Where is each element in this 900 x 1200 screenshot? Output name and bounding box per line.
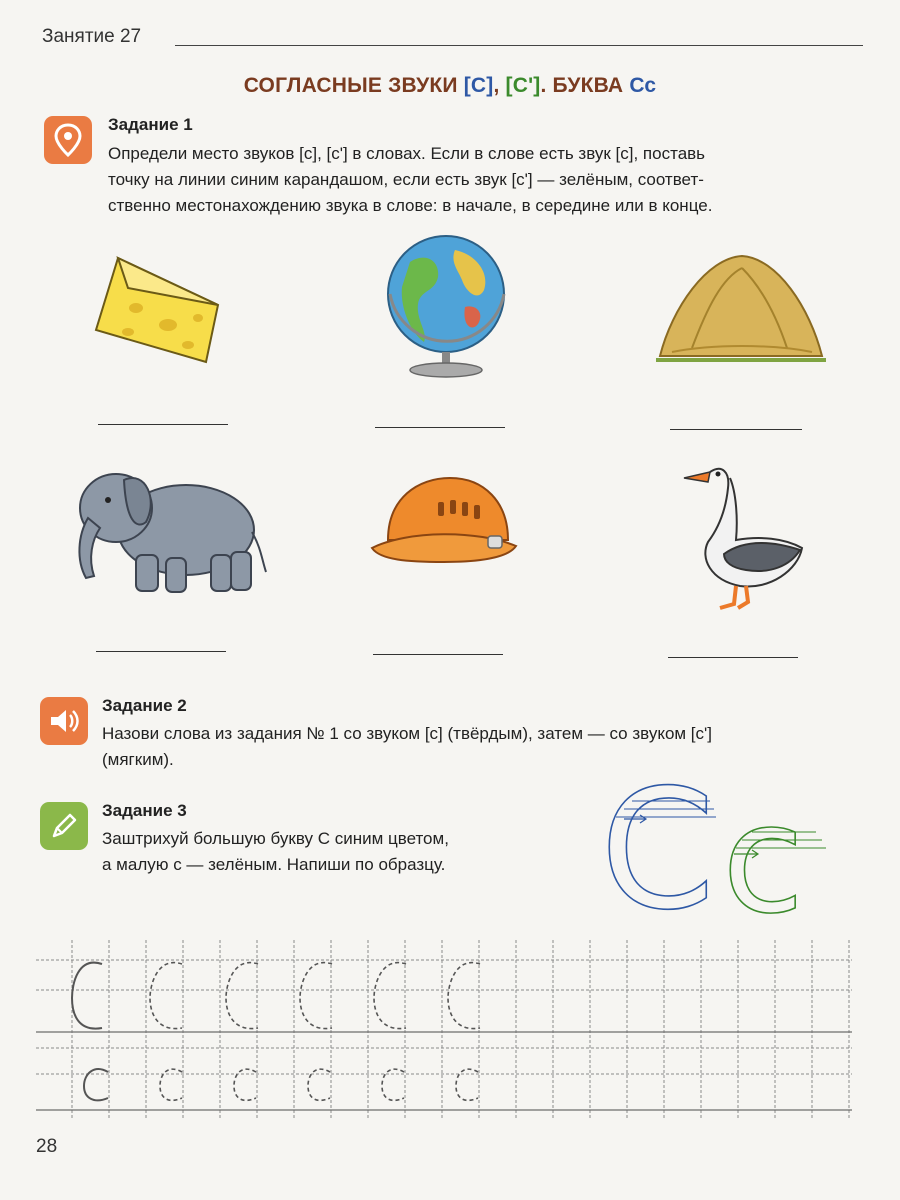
big-letter-outline: С <box>600 754 716 946</box>
title-sound-soft: [С'] <box>505 74 541 97</box>
elephant-picture <box>66 460 271 600</box>
title-part1: СОГЛАСНЫЕ ЗВУКИ <box>243 74 464 97</box>
answer-line-globe[interactable] <box>375 427 505 428</box>
task3-text <box>102 826 582 878</box>
big-letter-guides <box>612 795 722 835</box>
page-title <box>0 74 900 98</box>
hard-hat-picture <box>368 470 520 570</box>
answer-line-goose[interactable] <box>668 657 798 658</box>
writing-grid[interactable] <box>36 940 852 1118</box>
task1-heading: Задание 1 <box>108 115 193 134</box>
cheese-picture <box>88 250 228 365</box>
globe-picture <box>380 232 515 380</box>
title-comma: , <box>493 74 506 97</box>
task2-line1: Назови слова из задания № 1 со звуком [с] (твёрдым), затем — со звуком [с'] <box>102 724 712 743</box>
task3-heading: Задание 3 <box>102 801 187 820</box>
task1-text <box>108 141 848 219</box>
header-rule <box>175 45 863 46</box>
haystack-picture <box>652 248 828 364</box>
location-pin-icon <box>44 116 92 164</box>
title-part2: . БУКВА <box>540 74 630 97</box>
pencil-icon <box>40 802 88 850</box>
task2-text <box>102 721 862 773</box>
lesson-label: Занятие 27 <box>42 26 142 47</box>
task2-line2: (мягким). <box>102 750 174 769</box>
answer-line-cheese[interactable] <box>98 424 228 425</box>
answer-line-helmet[interactable] <box>373 654 503 655</box>
task3-line1: Заштрихуй большую букву С синим цветом, <box>102 829 449 848</box>
speaker-icon <box>40 697 88 745</box>
title-sound-hard: [С] <box>463 74 494 97</box>
answer-line-haystack[interactable] <box>670 429 802 430</box>
task1-line3: ственно местонахождению звука в слове: в начале, в середине или в конце. <box>108 196 713 215</box>
title-letter: Сс <box>629 74 657 97</box>
task1-line2: точку на линии синим карандашом, если есть звук [с'] — зелёным, соответ- <box>108 170 704 189</box>
answer-line-elephant[interactable] <box>96 651 226 652</box>
small-letter-guides <box>730 826 830 862</box>
task1-line1: Определи место звуков [с], [с'] в словах. Если в слове есть звук [с], поставь <box>108 144 706 163</box>
task2-heading: Задание 2 <box>102 696 187 715</box>
small-letter-outline: с <box>722 773 805 947</box>
task3-line2: а малую с — зелёным. Напиши по образцу. <box>102 855 446 874</box>
goose-picture <box>680 458 810 616</box>
page-number: 28 <box>36 1136 58 1157</box>
